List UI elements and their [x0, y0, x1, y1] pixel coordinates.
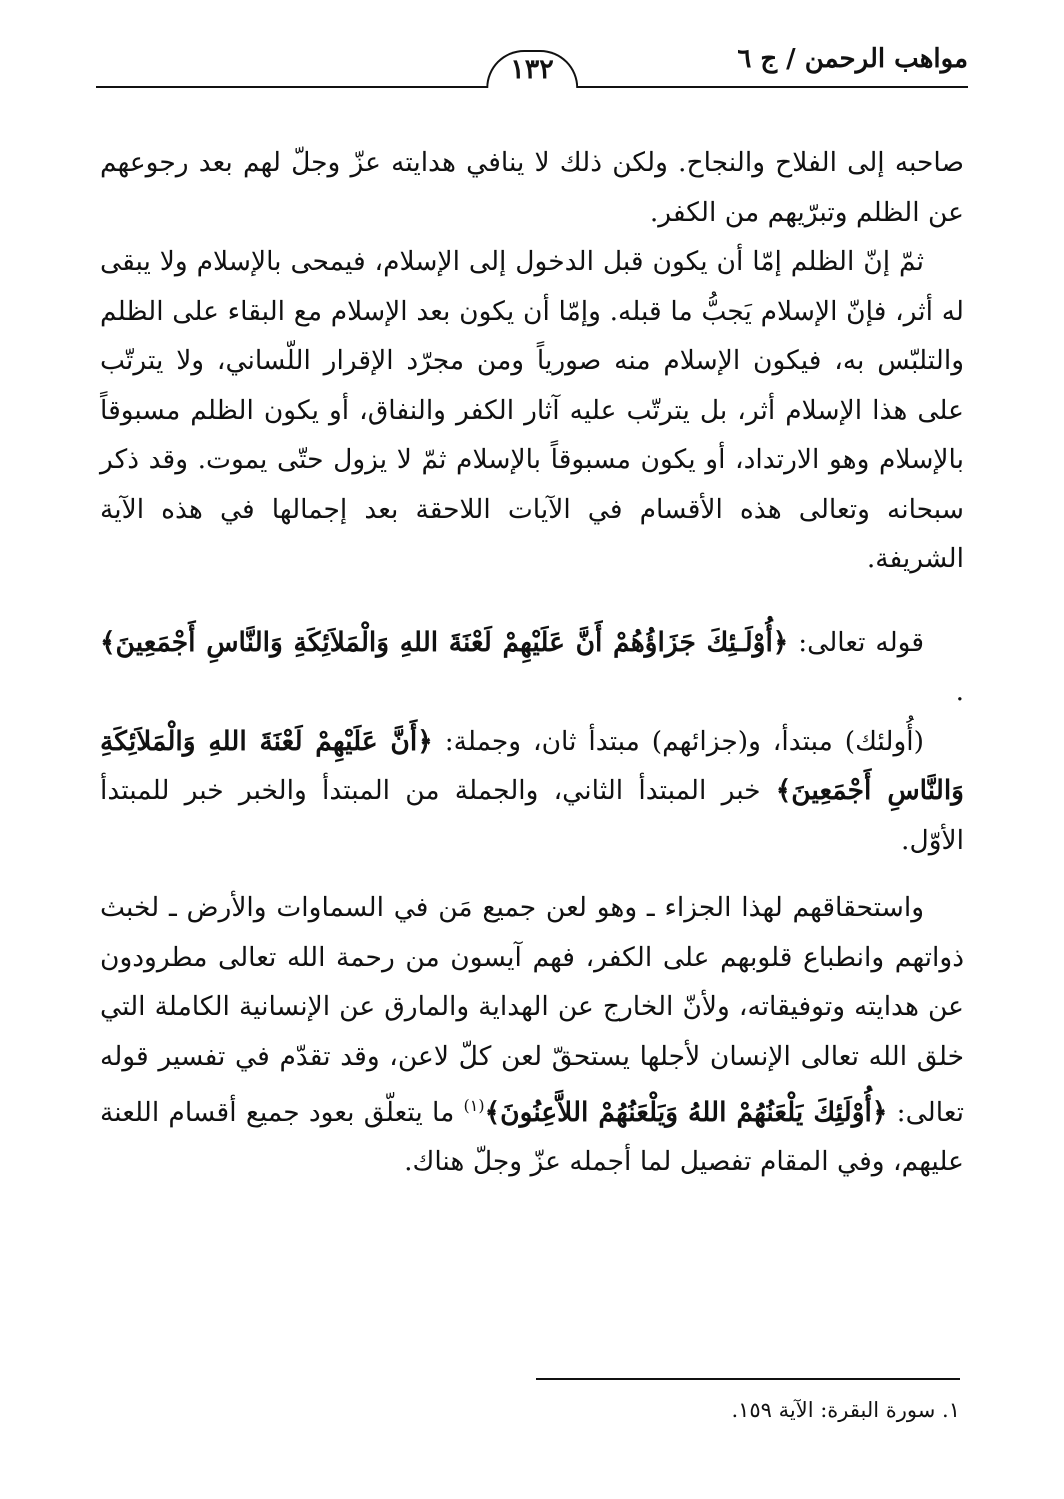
- grammar-text-start: (أُولئك) مبتدأ، و(جزائهم) مبتدأ ثان، وجملة:: [432, 725, 924, 757]
- paragraph-1: صاحبه إلى الفلاح والنجاح. ولكن ذلك لا ينافي هدايته عزّ وجلّ لهم بعد رجوعهم عن الظلم وتبرّيهم من الكفر.: [100, 147, 964, 228]
- quran-verse: ﴿أُوْلَـئِكَ جَزَاؤُهُمْ أَنَّ عَلَيْهِمْ لَعْنَةَ اللهِ وَالْمَلاَئِكَةِ وَالنَّاسِ أَجْمَعِينَ﴾: [100, 626, 789, 658]
- running-title: مواهب الرحمن / ج ٦: [737, 44, 968, 74]
- footnote-1: ١. سورة البقرة: الآية ١٥٩.: [731, 1398, 960, 1422]
- paragraph-4: [100, 717, 964, 866]
- page-number: ١٣٢: [486, 50, 578, 88]
- paragraph-5: [100, 883, 964, 1187]
- main-text: [100, 138, 964, 1187]
- paragraph-3: [100, 618, 964, 717]
- quran-verse-cited: ﴿أُوْلَئِكَ يَلْعَنُهُمْ اللهُ وَيَلْعَنُهُمْ اللاَّعِنُونَ﴾: [484, 1096, 888, 1128]
- footnote-ref: (١): [463, 1096, 485, 1115]
- paragraph-2: ثمّ إنّ الظلم إمّا أن يكون قبل الدخول إلى الإسلام، فيمحى بالإسلام ولا يبقى له أثر، فإنّ الإسلام يَجبُّ ما قبله. وإمّا أن يكون بعد الإسلام مع البقاء على الظلم والتلبّس به، فيكون الإسلام منه صورياً ومن مجرّد الإقرار اللّساني، ولا يترتّب على هذا الإسلام أثر، بل يترتّب عليه آثار الكفر والنفاق، أو يكون الظلم مسبوقاً بالإسلام وهو الارتداد، أو يكون مسبوقاً بالإسلام ثمّ لا يزول حتّى يموت. وقد ذكر سبحانه وتعالى هذه الأقسام في الآيات اللاحقة بعد إجمالها في هذه الآية الشريفة.: [100, 246, 964, 574]
- section-gap: [100, 584, 964, 618]
- explanation-start: واستحقاقهم لهذا الجزاء ـ وهو لعن جميع مَن في السماوات والأرض ـ لخبث ذواتهم وانطباع قلوبهم على الكفر، فهم آيسون من رحمة الله تعالى مطرودون عن هدايته وتوفيقاته، ولأنّ الخارج عن الهداية والمارق عن الإنسانية الكاملة التي خلق الله تعالى الإنسان لأجلها يستحقّ لعن كلّ لاعن، وقد تقدّم في تفسير قوله تعالى:: [100, 892, 964, 1128]
- section-gap: [100, 865, 964, 883]
- verse-end: .: [955, 676, 964, 707]
- grammar-text-end: خبر المبتدأ الثاني، والجملة من المبتدأ والخبر خبر للمبتدأ الأوّل.: [100, 775, 964, 856]
- page-header: [96, 38, 968, 88]
- verse-intro: قوله تعالى:: [788, 626, 924, 658]
- quran-verse-quote: ﴿أَنَّ عَلَيْهِمْ لَعْنَةَ اللهِ وَالْمَلاَئِكَةِ وَالنَّاسِ أَجْمَعِينَ﴾: [100, 725, 964, 806]
- explanation-end: ما يتعلّق بعود جميع أقسام اللعنة عليهم، وفي المقام تفصيل لما أجمله عزّ وجلّ هناك.: [100, 1096, 964, 1178]
- footnote-divider: [536, 1378, 960, 1380]
